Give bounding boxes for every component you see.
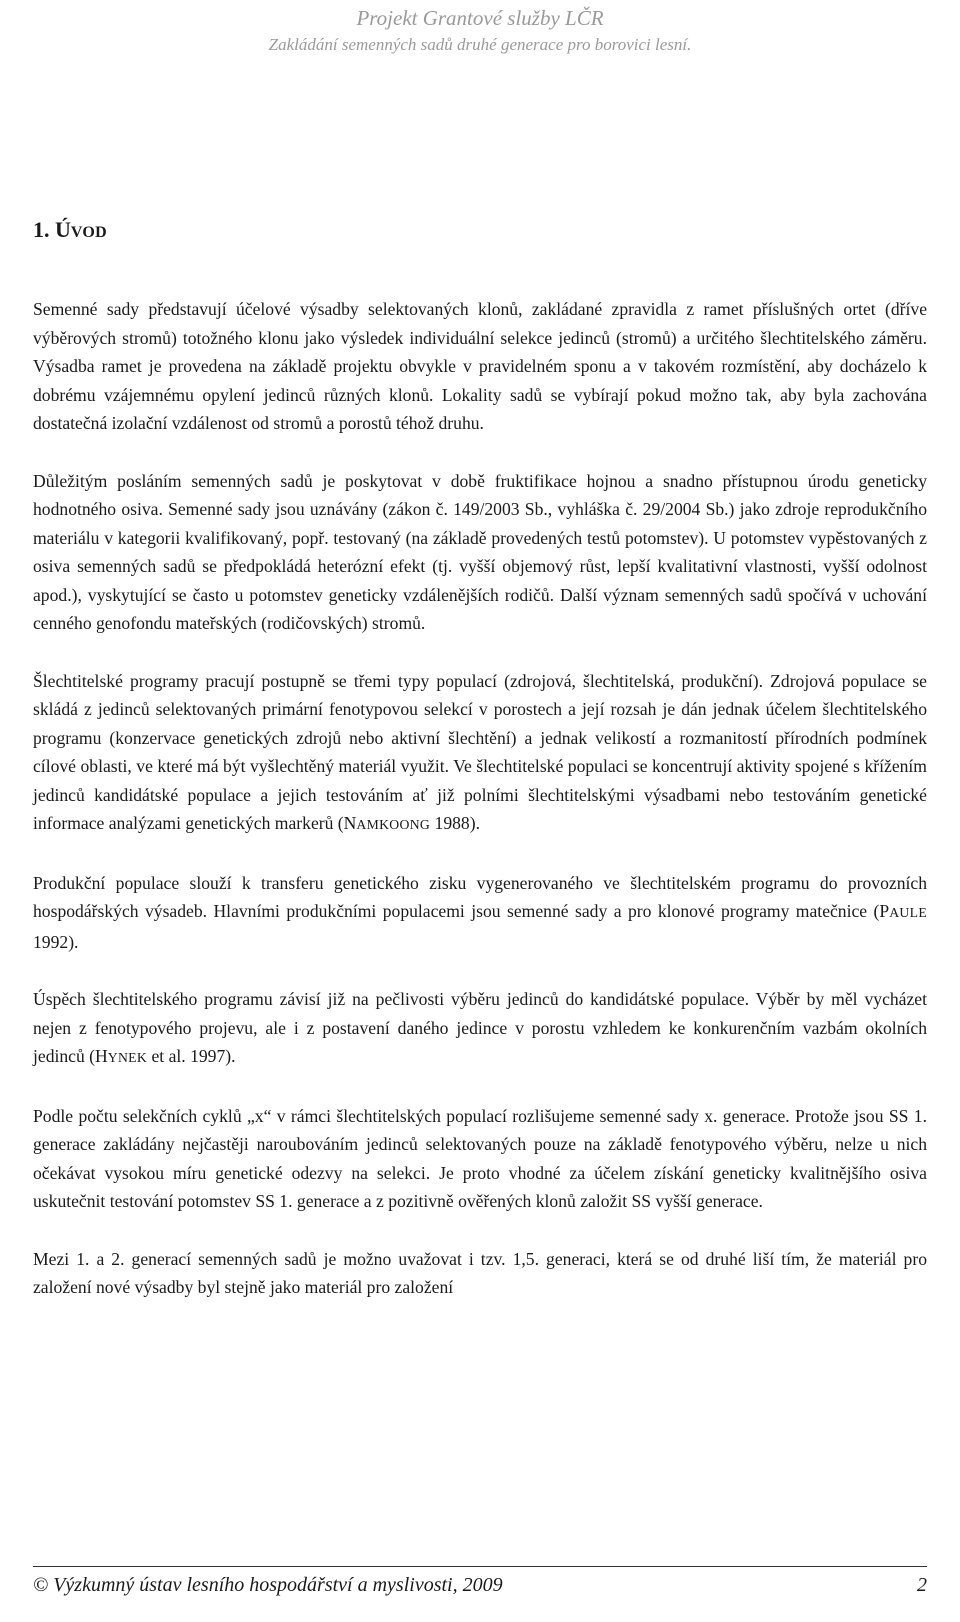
citation-author-initial: P	[879, 901, 890, 921]
project-title: Projekt Grantové služby LČR	[356, 6, 604, 30]
citation-year: et al. 1997).	[147, 1046, 236, 1066]
paragraph-5-text: Úspěch šlechtitelského programu závisí již na pečlivosti výběru jedinců do kandidátské populace. Výběr by měl vycházet nejen z fenotypového projevu, ale i z postavení daného jedince v porostu vzhledem ke konkurenčním vazbám okolních jedinců (	[33, 989, 927, 1066]
paragraph-3	[33, 667, 927, 840]
paragraph-2: Důležitým posláním semenných sadů je poskytovat v době fruktifikace hojnou a snadno přístupnou úrodu geneticky hodnotného osiva. Semenné sady jsou uznávány (zákon č. 149/2003 Sb., vyhláška č. 29/2004 Sb.) jako zdroje reprodukčního materiálu v kategorii kvalifikovaný, popř. testovaný (na základě provedených testů potomstev). U potomstev vypěstovaných z osiva semenných sadů se předpokládá heterózní efekt (tj. vyšší objemový růst, lepší kvalitativní vlastnosti, vyšší odolnost apod.), vyskytující se často u potomstev geneticky vzdálenějších rodičů. Další význam semenných sadů spočívá v uchování cenného genofondu mateřských (rodičovských) stromů.	[33, 470, 927, 633]
paragraph-1: Semenné sady představují účelové výsadby selektovaných klonů, zakládané zpravidla z ramet příslušných ortet (dříve výběrových stromů) totožného klonu jako výsledek individuální selekce jedinců (stromů) a určitého šlechtitelského záměru. Výsadba ramet je provedena na základě projektu obvykle v pravidelném sponu a v takovém rozmístění, aby docházelo k dobrému vzájemnému opylení jedinců různých klonů. Lokality sadů se vybírají pokud možno tak, aby byla zachována dostatečná izolační vzdálenost od stromů a porostů téhož druhu.	[33, 299, 927, 433]
paragraph-6: Podle počtu selekčních cyklů „x“ v rámci šlechtitelských populací rozlišujeme semenné sady x. generace. Protože jsou SS 1. generace zakládány nejčastěji naroubováním jedinců selektovaných pouze na základě fenotypového výběru, nelze u nich očekávat vysokou míru genetické odezvy na selekci. Je proto vhodné za účelem získání geneticky kvalitnějšího osiva uskutečnit testování potomstev SS 1. generace a z pozitivně ověřených klonů založit SS vyšší generace.	[33, 1105, 927, 1211]
section-number: 1.	[33, 217, 50, 242]
paragraph-3-text: Šlechtitelské programy pracují postupně se třemi typy populací (zdrojová, šlechtitelská, produkční). Zdrojová populace se skládá z jedinců selektovaných primární fenotypovou selekcí v porostech a její rozsah je dán jednak účelem šlechtitelského programu (konzervace genetických zdrojů nebo aktivní šlechtění) a jednak velikostí a rozmanitostí přírodních podmínek cílové oblasti, ve které má být vyšlechtěný materiál využit. Ve šlechtitelské populaci se koncentrují aktivity spojené s křížením jedinců kandidátské populace a jejich testováním ať již polními šlechtitelskými výsadbami nebo testováním genetické informace analýzami genetických markerů (	[33, 670, 927, 833]
section-title-first: Ú	[55, 217, 71, 242]
page-footer	[33, 1566, 927, 1599]
citation-author-rest: YNEK	[107, 1050, 148, 1065]
page-header	[0, 4, 960, 58]
citation-author-rest: AMKOONG	[356, 817, 431, 832]
document-body	[33, 216, 927, 1331]
document-subtitle: Zakládání semenných sadů druhé generace pro borovici lesní.	[268, 35, 692, 54]
paragraph-4	[33, 869, 927, 957]
page-number: 2	[917, 1574, 927, 1596]
section-title-rest: VOD	[70, 224, 108, 241]
paragraph-4-text: Produkční populace slouží k transferu genetického zisku vygenerovaného ve šlechtitelském programu do provozních hospodářských výsadeb. Hlavními produkčními populacemi jsou semenné sady a pro klonové programy matečnice (	[33, 872, 927, 921]
citation-author-initial: N	[343, 813, 357, 833]
citation-author-initial: H	[95, 1046, 108, 1066]
citation-year: 1988).	[430, 813, 480, 833]
citation-author-rest: AULE	[889, 905, 927, 920]
paragraph-7: Mezi 1. a 2. generací semenných sadů je možno uvažovat i tzv. 1,5. generaci, která se od druhé liší tím, že materiál pro založení nové výsadby byl stejně jako materiál pro založení	[33, 1248, 927, 1297]
paragraph-5	[33, 985, 927, 1073]
citation-year: 1992).	[33, 931, 79, 952]
footer-institute: © Výzkumný ústav lesního hospodářství a myslivosti, 2009	[33, 1574, 503, 1596]
section-heading	[33, 216, 927, 247]
